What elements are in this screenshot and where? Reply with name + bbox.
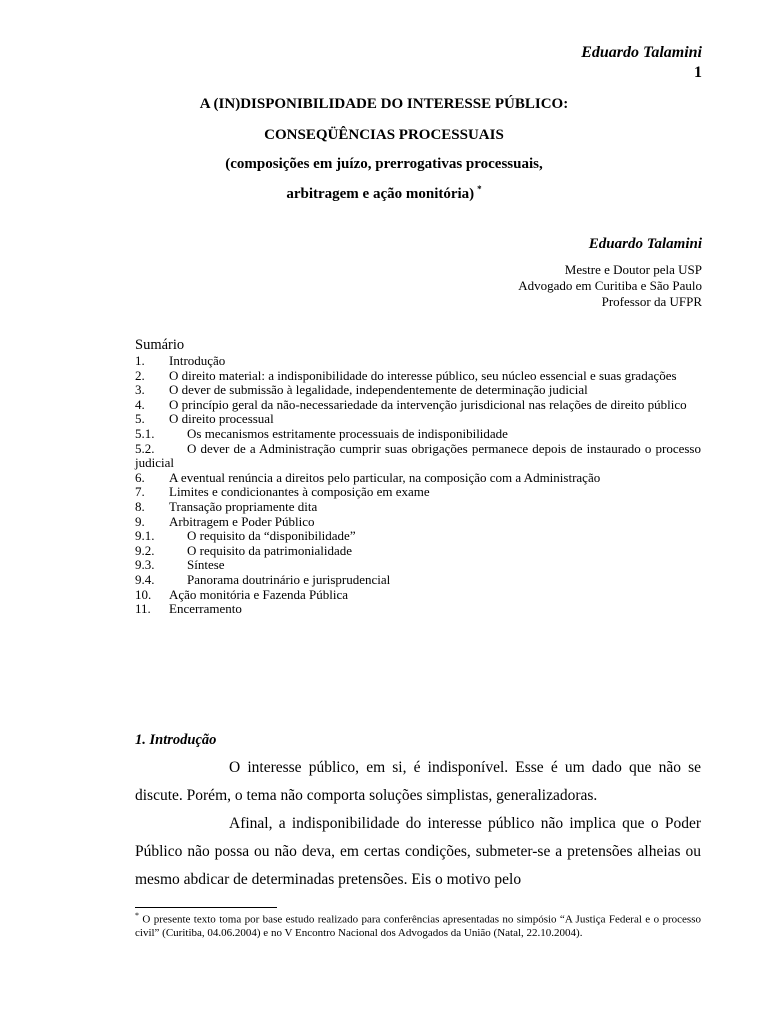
toc-item-number: 4. [135,396,145,412]
toc-item [135,369,701,384]
summary-heading: Sumário [135,337,185,353]
toc-item-text: Transação propriamente dita [169,498,318,514]
toc-item-number: 10. [135,586,152,602]
toc-item [135,544,701,559]
toc-item [135,500,701,515]
footnote [135,909,701,940]
title-line-1: A (IN)DISPONIBILIDADE DO INTERESSE PÚBLICO: [199,96,569,112]
toc-item-text: Ação monitória e Fazenda Pública [169,586,349,602]
running-header-author: Eduardo Talamini [581,44,702,61]
toc-item-number: 8. [135,498,145,514]
paragraph: Afinal, a indisponibilidade do interesse público não implica que o Poder Público não possa ou não deva, em certas condições, submeter-se a pretensões alheias ou mesmo abdicar de determinadas pretensões. Eis o motivo pelo [135,815,701,888]
toc-item-text: Limites e condicionantes à composição em exame [169,484,430,500]
body-text [135,754,701,894]
toc-item-text: O requisito da “disponibilidade” [187,528,356,544]
section-heading: 1. Introdução [135,732,217,748]
toc-item [135,383,701,398]
toc-item-number: 5. [135,411,145,427]
footnote-text: O presente texto toma por base estudo realizado para conferências apresentadas no simpósio “A Justiça Federal e o processo civil” (Curitiba, 04.06.2004) e no V Encontro Nacional dos Advogados da União (Natal, 22.10.2004). [135,913,701,939]
toc-item-text: Encerramento [169,601,242,617]
toc-item-number: 6. [135,469,145,485]
toc-item-number: 5.2. [135,440,155,456]
toc-item-text: Introdução [169,353,226,368]
toc-item [135,515,701,530]
toc-item [135,442,701,471]
toc-item [135,354,701,369]
toc-item-text: A eventual renúncia a direitos pelo particular, na composição com a Administração [169,469,601,485]
toc-item-text: Os mecanismos estritamente processuais de indisponibilidade [187,425,508,441]
toc-item-text: O dever de a Administração cumprir suas obrigações permanece depois de instaurado o processo judicial [135,440,701,471]
toc-item-text: Síntese [187,557,225,573]
toc-item-number: 2. [135,367,145,383]
toc-item-number: 9.3. [135,557,155,573]
toc-item-number: 9.2. [135,542,155,558]
toc-item [135,602,701,617]
subtitle-line-1: (composições em juízo, prerrogativas processuais, [225,156,543,172]
toc-item-text: O princípio geral da não-necessariedade da intervenção jurisdicional nas relações de direito público [169,396,687,412]
author-credential: Mestre e Doutor pela USP [564,262,702,277]
toc-item [135,471,701,486]
table-of-contents [135,354,701,617]
toc-item-number: 9.4. [135,571,155,587]
footnote-separator [135,907,277,908]
toc-item-number: 7. [135,484,145,500]
toc-item-number: 1. [135,353,145,368]
toc-item-number: 11. [135,601,151,617]
subtitle-line-2 [0,184,768,203]
toc-item-number: 3. [135,382,145,398]
toc-item-text: O requisito da patrimonialidade [187,542,352,558]
toc-item-text: O direito processual [169,411,274,427]
toc-item-text: Panorama doutrinário e jurisprudencial [187,571,391,587]
toc-item [135,529,701,544]
author-credential: Advogado em Curitiba e São Paulo [518,278,702,293]
toc-item [135,588,701,603]
toc-item-number: 9. [135,513,145,529]
toc-item-text: Arbitragem e Poder Público [169,513,315,529]
author-credential: Professor da UFPR [601,294,702,309]
toc-item [135,427,701,442]
toc-item-number: 5.1. [135,425,155,441]
toc-item [135,558,701,573]
footnote-marker: * [135,911,139,920]
title-footnote-marker[interactable]: * [477,184,482,194]
author-name: Eduardo Talamini [588,236,702,252]
toc-item-number: 9.1. [135,528,155,544]
page-number: 1 [694,64,702,81]
toc-item-text: O direito material: a indisponibilidade do interesse público, seu núcleo essencial e suas gradações [169,367,677,383]
subtitle-line-2-text: arbitragem e ação monitória) [286,186,475,202]
title-line-2: CONSEQÜÊNCIAS PROCESSUAIS [264,127,504,143]
toc-item-text: O dever de submissão à legalidade, independentemente de determinação judicial [169,382,588,398]
toc-item [135,398,701,413]
toc-item [135,485,701,500]
toc-item [135,573,701,588]
paragraph: O interesse público, em si, é indisponível. Esse é um dado que não se discute. Porém, o tema não comporta soluções simplistas, generalizadoras. [135,759,701,804]
toc-item [135,412,701,427]
